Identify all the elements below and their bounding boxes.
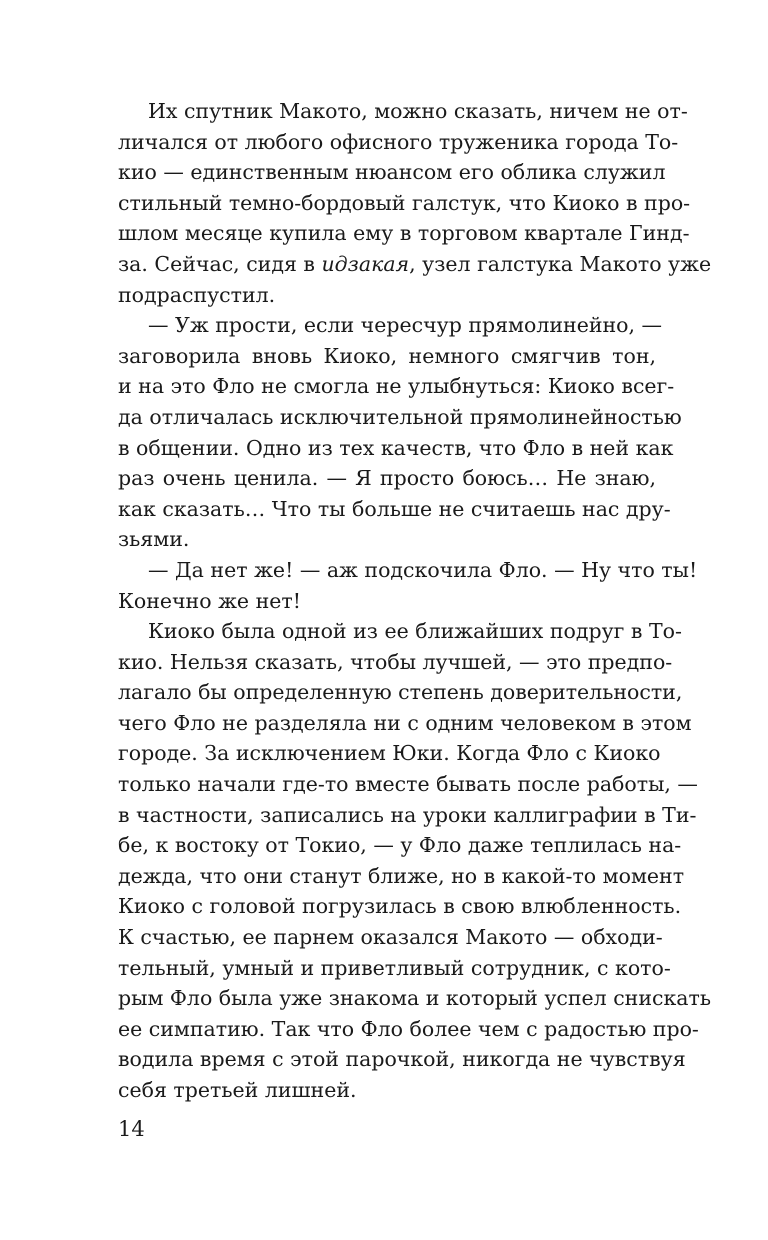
text-line: дежда, что они станут ближе, но в какой-то момент	[118, 863, 685, 888]
text-line: бе, к востоку от Токио, — у Фло даже теплилась на-	[118, 833, 682, 858]
text-line: заговорила вновь Киоко, немного смягчив тон,	[118, 343, 656, 368]
text-line: как сказать… Что ты больше не считаешь нас дру-	[118, 496, 671, 521]
paragraph-3	[118, 555, 698, 616]
text-line: Киоко была одной из ее ближайших подруг в То-	[148, 619, 682, 644]
text-line: Конечно же нет!	[118, 588, 301, 613]
text-line: Киоко с головой погрузилась в свою влюбленность.	[118, 894, 682, 919]
text-line: подраспустил.	[118, 282, 276, 307]
book-page-text	[118, 96, 712, 1106]
text-line: только начали где-то вместе бывать после работы, —	[118, 772, 698, 797]
text-line: в общении. Одно из тех качеств, что Фло в ней как	[118, 435, 674, 460]
page-number: 14	[118, 1117, 145, 1141]
text-line: за. Сейчас, сидя в идзакая, узел галстука Макото уже	[118, 251, 712, 276]
text-line: кио — единственным нюансом его облика служил	[118, 160, 666, 185]
text-line: стильный темно-бордовый галстук, что Киоко в про-	[118, 190, 691, 215]
text-line: в частности, записались на уроки каллиграфии в Ти-	[118, 802, 697, 827]
text-line: зьями.	[118, 527, 190, 552]
text-line: Их спутник Макото, можно сказать, ничем не от-	[148, 99, 688, 123]
paragraph-1	[118, 96, 712, 310]
text-line: городе. За исключением Юки. Когда Фло с Киоко	[118, 741, 661, 766]
text-line: и на это Фло не смогла не улыбнуться: Киоко всег-	[118, 374, 675, 399]
text-line: — Уж прости, если чересчур прямолинейно, —	[148, 313, 663, 338]
text-line: чего Фло не разделяла ни с одним человеком в этом	[118, 710, 692, 735]
text-line: кио. Нельзя сказать, чтобы лучшей, — это предпо-	[118, 649, 673, 674]
text-line: себя третьей лишней.	[118, 1078, 357, 1102]
text-line: личался от любого офисного труженика города То-	[118, 129, 679, 154]
text-line: ее симпатию. Так что Фло более чем с радостью про-	[118, 1016, 699, 1041]
text-line: — Да нет же! — аж подскочила Фло. — Ну что ты!	[148, 557, 698, 582]
text-line: водила время с этой парочкой, никогда не чувствуя	[118, 1047, 686, 1072]
text-line: раз очень ценила. — Я просто боюсь… Не знаю,	[118, 466, 656, 491]
text-line: тельный, умный и приветливый сотрудник, с кото-	[118, 955, 671, 980]
italic-word: идзакая	[321, 251, 410, 276]
paragraph-4	[118, 616, 712, 1106]
paragraph-2	[118, 310, 682, 555]
text-line: да отличалась исключительной прямолинейностью	[118, 404, 682, 429]
text-line: рым Фло была уже знакома и который успел снискать	[118, 986, 712, 1011]
text-line: шлом месяце купила ему в торговом квартале Гинд-	[118, 221, 690, 246]
text-line: К счастью, ее парнем оказался Макото — обходи-	[118, 925, 663, 950]
text-line: лагало бы определенную степень доверительности,	[118, 680, 683, 705]
